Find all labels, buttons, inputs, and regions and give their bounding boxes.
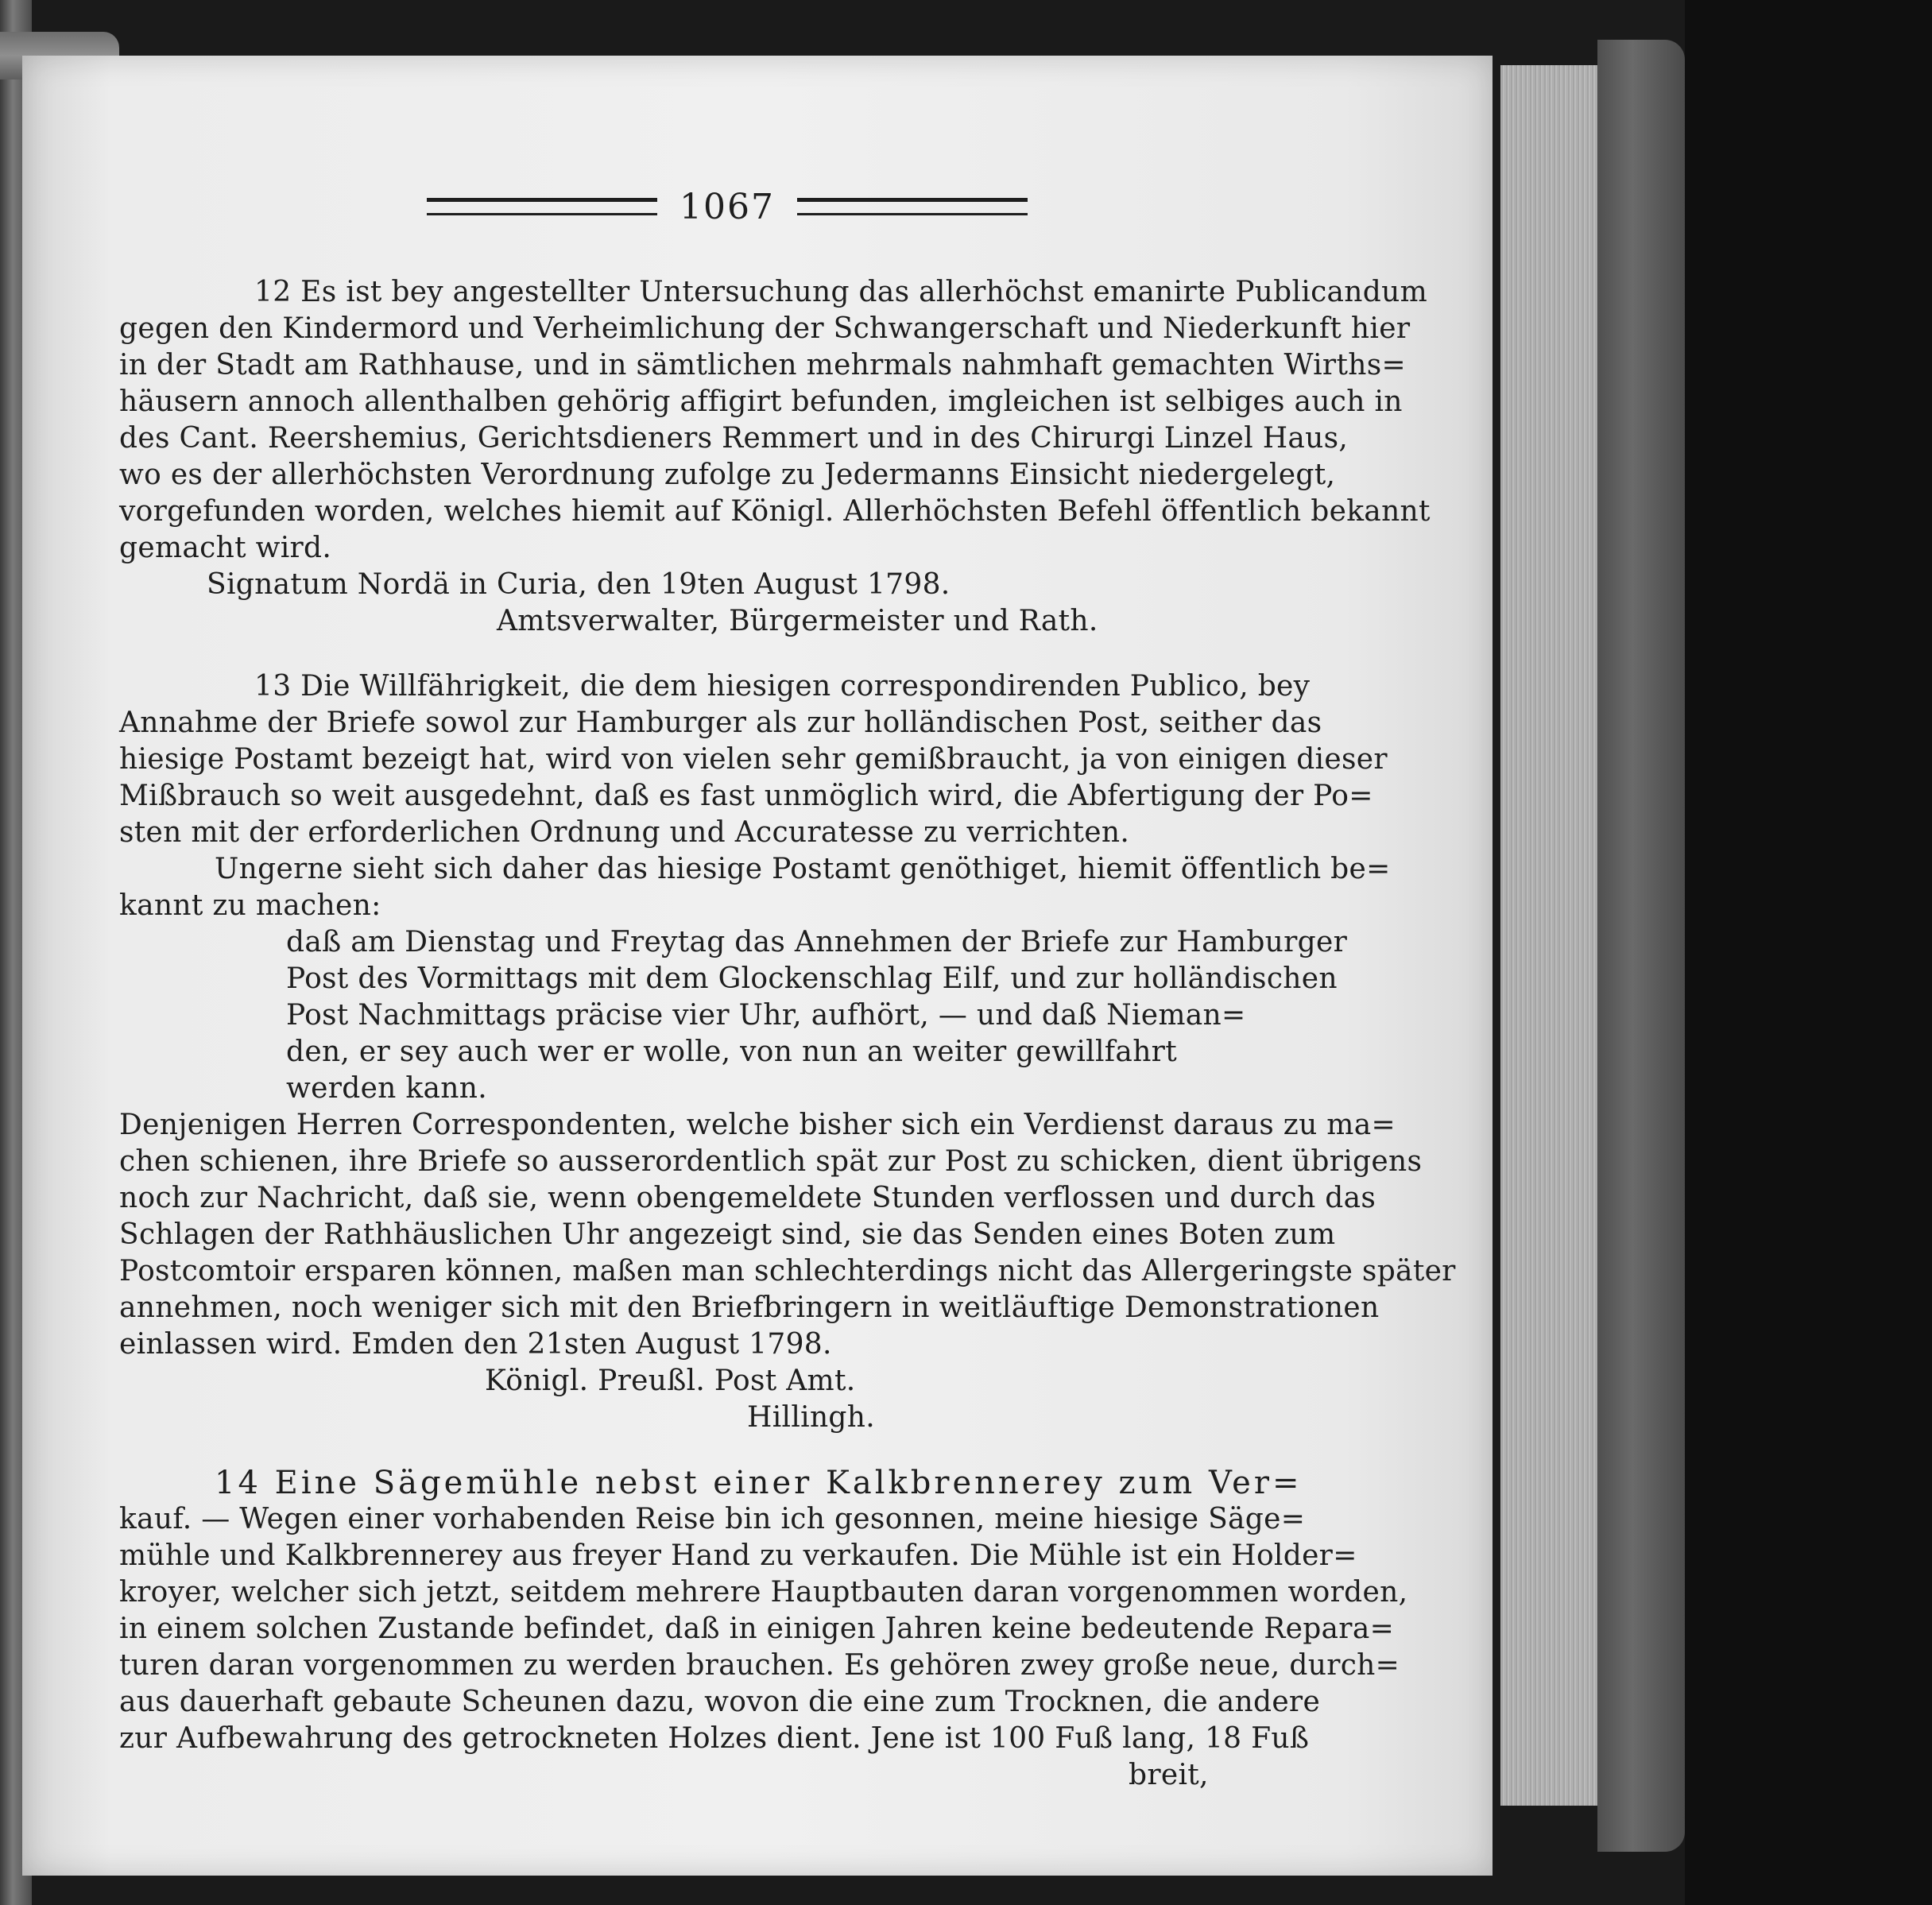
item-13-line: sten mit der erforderlichen Ordnung und Accuratesse zu verrichten.	[119, 816, 1130, 849]
item-12-line: gemacht wird.	[119, 532, 332, 564]
item-14-line: mühle und Kalkbrennerey aus freyer Hand zu verkaufen. Die Mühle ist ein Holder=	[119, 1539, 1357, 1572]
item-13-closing-line: Schlagen der Rathhäuslichen Uhr angezeigt sind, sie das Senden eines Boten zum	[119, 1218, 1336, 1251]
item-13-notice-line: kannt zu machen:	[119, 889, 381, 922]
background-shadow	[1685, 0, 1932, 1905]
item-13-closing-line: einlassen wird. Emden den 21sten August 1798.	[119, 1328, 832, 1361]
page-number: 1067	[679, 186, 775, 227]
item-12-line: wo es der allerhöchsten Verordnung zufolge zu Jedermanns Einsicht niedergelegt,	[119, 459, 1336, 491]
item-13-line: Mißbrauch so weit ausgedehnt, daß es fast unmöglich wird, die Abfertigung der Po=	[119, 780, 1373, 812]
catchword: breit,	[1129, 1759, 1209, 1791]
item-12-line: 12 Es ist bey angestellter Untersuchung das allerhöchst emanirte Publicandum	[254, 276, 1428, 308]
item-13-closing-line: noch zur Nachricht, daß sie, wenn obengemeldete Stunden verflossen und durch das	[119, 1182, 1376, 1214]
item-13-signer: Hillingh.	[747, 1401, 876, 1434]
item-13-block-line: werden kann.	[286, 1072, 487, 1105]
item-13-closing-line: Denjenigen Herren Correspondenten, welche bisher sich ein Verdienst daraus zu ma=	[119, 1109, 1396, 1141]
item-13-closing-line: Postcomtoir ersparen können, maßen man schlechterdings nicht das Allergeringste später	[119, 1255, 1456, 1287]
item-12-line: gegen den Kindermord und Verheimlichung der Schwangerschaft und Niederkunft hier	[119, 312, 1411, 345]
item-14	[119, 1465, 1408, 1794]
item-13-closing-line: chen schienen, ihre Briefe so ausserordentlich spät zur Post zu schicken, dient übrigens	[119, 1145, 1423, 1178]
item-13-block-line: daß am Dienstag und Freytag das Annehmen der Briefe zur Hamburger	[286, 926, 1348, 958]
item-14-line: kroyer, welcher sich jetzt, seitdem mehrere Hauptbauten daran vorgenommen worden,	[119, 1576, 1408, 1609]
item-12-authority: Amtsverwalter, Bürgermeister und Rath.	[497, 605, 1098, 637]
page-header	[417, 183, 1037, 230]
item-13-line: 13 Die Willfährigkeit, die dem hiesigen correspondirenden Publico, bey	[254, 670, 1311, 703]
item-13-authority: Königl. Preußl. Post Amt.	[485, 1365, 856, 1397]
item-13	[119, 668, 1456, 1436]
item-13-block-line: den, er sey auch wer er wolle, von nun an weiter gewillfahrt	[286, 1036, 1177, 1068]
item-13-line: hiesige Postamt bezeigt hat, wird von vielen sehr gemißbraucht, ja von einigen dieser	[119, 743, 1388, 776]
item-13-block-line: Post Nachmittags präcise vier Uhr, aufhört, — und daß Nieman=	[286, 999, 1246, 1032]
item-14-heading: 14 Eine Sägemühle nebst einer Kalkbrennerey zum Ver=	[215, 1465, 1303, 1501]
item-13-line: Annahme der Briefe sowol zur Hamburger als zur holländischen Post, seither das	[119, 707, 1322, 739]
item-12	[119, 274, 1431, 640]
item-12-line: in der Stadt am Rathhause, und in sämtlichen mehrmals nahmhaft gemachten Wirths=	[119, 349, 1406, 381]
item-12-line: vorgefunden worden, welches hiemit auf Königl. Allerhöchsten Befehl öffentlich bekannt	[119, 495, 1431, 528]
book-cover-right	[1597, 40, 1685, 1852]
item-14-line: kauf. — Wegen einer vorhabenden Reise bin ich gesonnen, meine hiesige Säge=	[119, 1503, 1306, 1535]
item-14-line: aus dauerhaft gebaute Scheunen dazu, wovon die eine zum Trocknen, die andere	[119, 1686, 1321, 1718]
item-14-line: turen daran vorgenommen zu werden brauchen. Es gehören zwey große neue, durch=	[119, 1649, 1400, 1682]
page-edges	[1500, 65, 1600, 1806]
item-13-notice-line: Ungerne sieht sich daher das hiesige Postamt genöthiget, hiemit öffentlich be=	[215, 853, 1391, 885]
item-12-line: häusern annoch allenthalben gehörig affigirt befunden, imgleichen ist selbiges auch in	[119, 385, 1403, 418]
header-rule-right	[797, 198, 1028, 215]
item-14-line: in einem solchen Zustande befindet, daß in einigen Jahren keine bedeutende Repara=	[119, 1613, 1395, 1645]
item-14-line: zur Aufbewahrung des getrockneten Holzes dient. Jene ist 100 Fuß lang, 18 Fuß	[119, 1722, 1310, 1755]
spacer	[119, 640, 1287, 668]
page-text	[119, 274, 1456, 1794]
item-13-block-line: Post des Vormittags mit dem Glockenschlag Eilf, und zur holländischen	[286, 962, 1338, 995]
spacer	[119, 1436, 1287, 1465]
header-rule-left	[427, 198, 657, 215]
item-13-closing-line: annehmen, noch weniger sich mit den Briefbringern in weitläuftige Demonstrationen	[119, 1291, 1380, 1324]
item-12-line: des Cant. Reershemius, Gerichtsdieners Remmert und in des Chirurgi Linzel Haus,	[119, 422, 1349, 455]
item-12-signature: Signatum Nordä in Curia, den 19ten August 1798.	[207, 568, 951, 601]
